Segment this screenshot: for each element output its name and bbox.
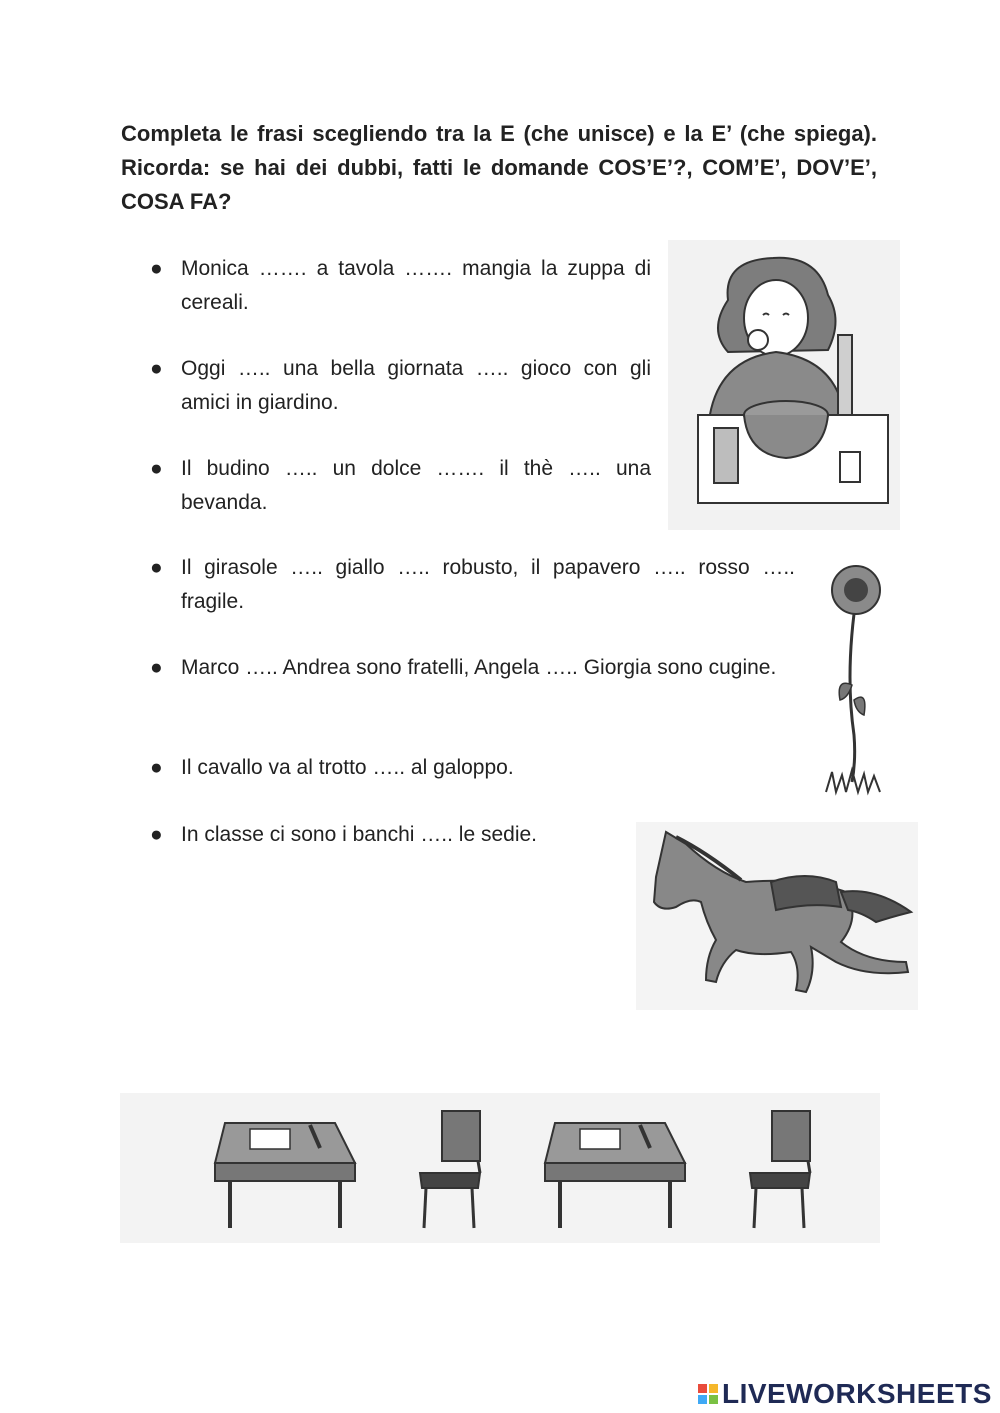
liveworksheets-logo	[698, 1378, 992, 1410]
sentence-item	[150, 452, 651, 520]
sentence-text: Monica ……. a tavola ……. mangia la zuppa di cereali.	[181, 257, 651, 314]
bullet: ●	[150, 756, 163, 779]
horse-illustration	[636, 822, 918, 1010]
bullet: ●	[150, 823, 163, 846]
sentence-item	[150, 751, 795, 785]
bullet: ●	[150, 656, 163, 679]
sentence-text: Marco ….. Andrea sono fratelli, Angela ….. Giorgia sono cugine.	[181, 656, 777, 679]
sentence-item	[150, 252, 651, 320]
sentence-item	[150, 551, 795, 619]
bullet: ●	[150, 457, 163, 480]
bullet: ●	[150, 357, 163, 380]
logo-blocks-icon	[698, 1384, 718, 1404]
sentence-item	[150, 651, 795, 685]
sentence-text: Il budino ….. un dolce ……. il thè ….. una bevanda.	[181, 457, 651, 514]
sentence-item	[150, 352, 651, 420]
sentence-text: Il cavallo va al trotto ….. al galoppo.	[181, 756, 514, 779]
instructions-heading: Completa le frasi scegliendo tra la E (che unisce) e la E’ (che spiega). Ricorda: se hai dei dubbi, fatti le domande COS’E’?, COM’E’, DOV’E’, COSA FA?	[121, 121, 877, 214]
logo-text: LIVEWORKSHEETS	[722, 1378, 992, 1409]
bullet: ●	[150, 556, 163, 579]
sunflower-illustration	[816, 560, 886, 800]
desks-and-chairs-illustration	[120, 1093, 880, 1243]
bullet: ●	[150, 257, 163, 280]
sentence-text: Il girasole ….. giallo ….. robusto, il papavero ….. rosso ….. fragile.	[181, 556, 795, 613]
sentence-text: In classe ci sono i banchi ….. le sedie.	[181, 823, 538, 846]
girl-eating-illustration	[668, 240, 900, 530]
sentence-text: Oggi ….. una bella giornata ….. gioco con gli amici in giardino.	[181, 357, 651, 414]
